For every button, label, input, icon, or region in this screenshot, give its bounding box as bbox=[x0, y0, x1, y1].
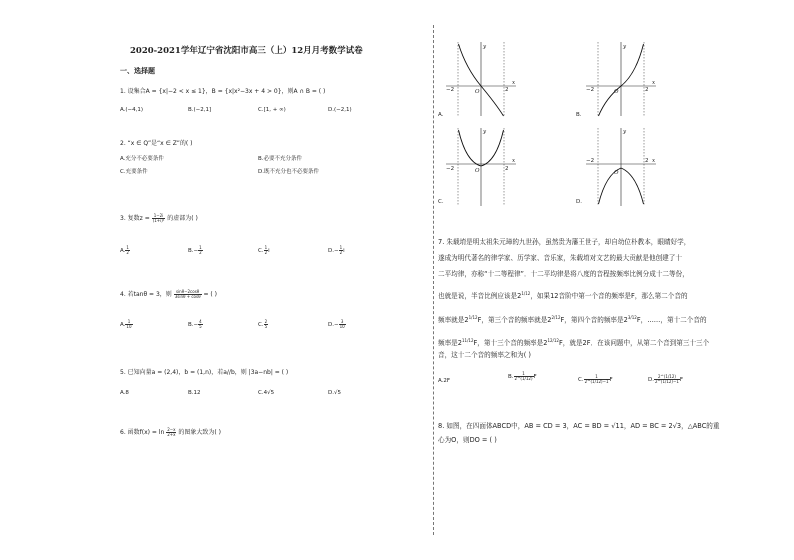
q4-option-b: B.− $\frac{4}{5}$ bbox=[188, 319, 202, 329]
question-8-line-2: 心为O，则DO = ( ) bbox=[438, 436, 497, 444]
svg-text:−2: −2 bbox=[446, 87, 455, 93]
q2-option-a: A.充分不必要条件 bbox=[120, 156, 164, 162]
question-7-line-2: 遂成为明代著名的律学家、历学家、音乐家，朱载堉对文艺的最大贡献是他创建了十 bbox=[438, 254, 682, 262]
svg-text:O: O bbox=[614, 89, 619, 95]
svg-text:2: 2 bbox=[645, 158, 649, 164]
svg-text:O: O bbox=[475, 168, 480, 174]
q2-option-c: C.充要条件 bbox=[120, 169, 148, 175]
q6-fraction: $\frac{2-x}{2+x}$ bbox=[167, 427, 176, 437]
q3-stem-post: 的虚部为( ) bbox=[167, 215, 198, 222]
svg-text:y: y bbox=[623, 44, 627, 50]
question-7-line-3: 二平均律，亦称“十二等程律”．十二平均律是将八度的音程按频率比例分成十二等份， bbox=[438, 270, 689, 278]
q6-graphs bbox=[436, 38, 776, 210]
graph-d bbox=[576, 128, 656, 206]
svg-text:y: y bbox=[483, 129, 487, 135]
svg-text:2: 2 bbox=[505, 166, 509, 172]
graph-d-label: D. bbox=[576, 199, 582, 205]
question-3-stem bbox=[120, 214, 198, 223]
q7-option-a: A.2F bbox=[438, 378, 451, 384]
q2-option-b: B.必要不充分条件 bbox=[258, 156, 303, 162]
svg-text:x: x bbox=[652, 158, 656, 164]
q4-fraction: $\frac{\sin\theta-2\cos\theta}{3\sin\theta + \cos\theta}$ bbox=[174, 289, 201, 299]
question-8-line-1: 8. 如图，在四面体ABCD中，AB = CD = 3，AC = BD = √11，AD = BC = 2√3，△ABC的重 bbox=[438, 422, 720, 430]
q3-fraction bbox=[152, 214, 166, 223]
svg-text:O: O bbox=[475, 89, 480, 95]
q3-option-c: C. $\frac{1}{2}$ i bbox=[258, 245, 270, 255]
question-5-stem: 5. 已知向量a = (2,4)，b = (1,n)，若a//b，则 |3a−nb| = ( ) bbox=[120, 369, 289, 376]
graph-a-label: A. bbox=[438, 112, 444, 118]
q3-stem-pre: 3. 复数z = bbox=[120, 215, 150, 222]
q5-option-b: B.12 bbox=[188, 390, 201, 396]
svg-text:−2: −2 bbox=[586, 158, 595, 164]
q5-option-a: A.8 bbox=[120, 390, 129, 396]
q3-option-a: A. $\frac{1}{2}$ bbox=[120, 245, 129, 255]
q7-option-b: B. $\frac{1}{2\^{}(1/12)}$ F bbox=[508, 371, 537, 381]
svg-text:2: 2 bbox=[645, 87, 649, 93]
q5-option-d: D.√5 bbox=[328, 390, 341, 396]
page-title: 2020-2021学年辽宁省沈阳市高三（上）12月月考数学试卷 bbox=[130, 46, 363, 56]
q1-option-d: D.(−2,1) bbox=[328, 107, 352, 113]
question-7-line-5: 频率就是$2^{1/12}F$，第三个音的频率就是$2^{2/12}F$，第四个音的频率是$2^{3/12}F$，……，第十二个音的 bbox=[438, 315, 707, 325]
svg-text:−2: −2 bbox=[586, 87, 595, 93]
q5-option-c: C.4√5 bbox=[258, 390, 275, 396]
q1-option-b: B.(−2,1] bbox=[188, 107, 212, 113]
q4-option-a: A. $\frac{1}{10}$ bbox=[120, 319, 132, 329]
question-4-stem bbox=[120, 290, 217, 299]
q1-option-c: C.[1, + ∞) bbox=[258, 107, 286, 113]
question-7-line-1: 7. 朱载堉是明太祖朱元璋的九世孙，虽然贵为藩王世子，却自幼位朴教本，眼睛好学， bbox=[438, 238, 691, 246]
question-7-line-4: 也就是说，半音比例应该是$2^{1/12}$，如果12音阶中第一个音的频率是F，那么第二个音的 bbox=[438, 291, 688, 301]
q3-frac-num: 1−2i bbox=[152, 214, 166, 219]
svg-text:x: x bbox=[652, 80, 656, 86]
graph-b-label: B. bbox=[576, 112, 582, 118]
question-7-line-7: 音，这十二个音的频率之和为( ) bbox=[438, 351, 531, 359]
svg-text:2: 2 bbox=[505, 87, 509, 93]
question-7-line-6: 频率是$2^{11/12}F$，第十三个音的频率是$2^{12/12}F$，就是2F．在该问题中，从第二个音到第三十三个 bbox=[438, 338, 710, 348]
svg-text:x: x bbox=[512, 158, 516, 164]
question-6-stem: 6. 函数f(x) = ln $\frac{2-x}{2+x}$ 的图象大致为( ) bbox=[120, 427, 221, 437]
graph-b bbox=[576, 42, 656, 118]
svg-text:y: y bbox=[483, 44, 487, 50]
svg-text:y: y bbox=[623, 129, 627, 135]
graph-c-label: C. bbox=[438, 199, 444, 205]
q1-option-a: A.(−4,1) bbox=[120, 107, 144, 113]
q4-stem-pre: 4. 若tanθ = 3，则 bbox=[120, 291, 172, 298]
graph-c bbox=[438, 128, 516, 206]
column-divider bbox=[433, 25, 434, 535]
q4-option-c: C. $\frac{2}{5}$ bbox=[258, 319, 268, 329]
q2-option-d: D.既不充分也不必要条件 bbox=[258, 169, 319, 175]
q4-option-d: D.− $\frac{3}{10}$ bbox=[328, 319, 345, 329]
svg-text:x: x bbox=[512, 80, 516, 86]
q7-option-c: C. $\frac{1}{2\^{}(1/12)-1}$ F bbox=[578, 374, 613, 384]
q3-frac-den: (1+i)² bbox=[152, 218, 165, 223]
svg-text:O: O bbox=[614, 170, 619, 176]
q3-option-d: D.− $\frac{1}{2}$ i bbox=[328, 245, 345, 255]
svg-text:−2: −2 bbox=[446, 166, 455, 172]
q4-stem-post: = ( ) bbox=[203, 291, 217, 298]
q3-option-b: B.− $\frac{1}{2}$ bbox=[188, 245, 202, 255]
q7-option-d: D. $\frac{2\^{}(1/12)}{2\^{}(1/12)-1}$ F bbox=[648, 374, 684, 384]
graph-a bbox=[438, 42, 516, 118]
section-heading: 一、选择题 bbox=[120, 67, 155, 75]
question-1-stem: 1. 设集合A = {x|−2 < x ≤ 1}，B = {x|x²−3x + 4 > 0}，则A ∩ B = ( ) bbox=[120, 88, 326, 95]
question-2-stem: 2. “x ∈ Q”是“x ∈ Z”的( ) bbox=[120, 140, 193, 147]
